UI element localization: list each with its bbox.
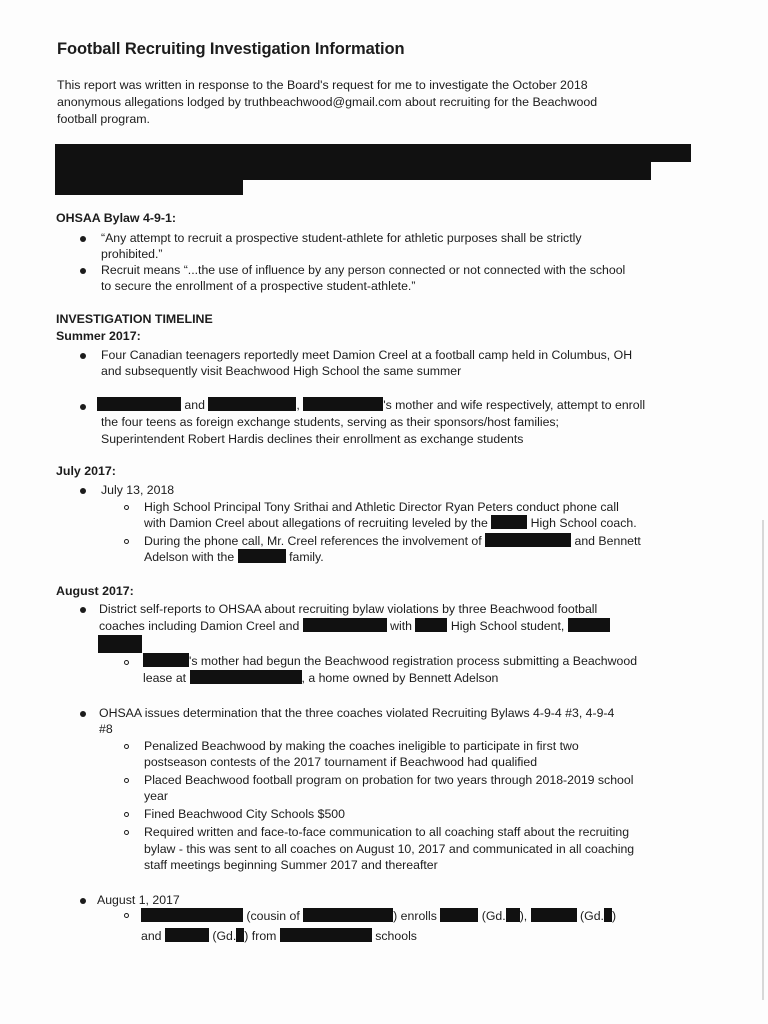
timeline-text: Fined Beachwood City Schools $500 xyxy=(144,807,345,821)
bullet-icon xyxy=(80,607,86,613)
timeline-text: bylaw - this was sent to all coaches on August 10, 2017 and communicated in all coaching xyxy=(144,842,635,856)
text-fragment: and Bennett xyxy=(574,534,641,548)
text-fragment: , a home owned by Bennett Adelson xyxy=(301,671,499,685)
text-fragment: High School student, xyxy=(450,619,565,633)
text-fragment: coaches including Damion Creel and xyxy=(99,619,300,633)
bullet-icon xyxy=(80,404,86,410)
timeline-text: District self-reports to OHSAA about recruiting bylaw violations by three Beachwood football xyxy=(99,602,598,616)
intro-line: This report was written in response to the Board's request for me to investigate the October 2018 xyxy=(57,78,588,92)
redaction-block xyxy=(415,618,447,632)
bylaw-text: “Any attempt to recruit a prospective student-athlete for athletic purposes shall be strictly xyxy=(101,231,582,245)
text-fragment: and xyxy=(141,929,162,943)
redaction-block xyxy=(491,515,527,529)
text-fragment: with xyxy=(390,619,412,633)
timeline-text: Required written and face-to-face communication to all coaching staff about the recruiting xyxy=(144,825,630,839)
redaction-block xyxy=(485,533,571,547)
redaction-block xyxy=(190,670,302,684)
text-fragment: Adelson with the xyxy=(144,550,235,564)
timeline-text-with-redactions xyxy=(141,928,417,944)
timeline-text: postseason contests of the 2017 tournament if Beachwood had qualified xyxy=(144,755,538,769)
timeline-text-with-redactions xyxy=(99,618,610,634)
july-heading: July 2017: xyxy=(56,464,116,478)
text-fragment: with Damion Creel about allegations of recruiting leveled by the xyxy=(144,516,488,530)
august-heading: August 2017: xyxy=(56,584,134,598)
text-fragment: family. xyxy=(289,550,324,564)
intro-paragraph xyxy=(57,77,697,128)
redaction-block xyxy=(55,178,243,195)
timeline-text: OHSAA issues determination that the three coaches violated Recruiting Bylaws 4-9-4 #3, 4-9-4 xyxy=(99,706,615,720)
redaction-block xyxy=(303,908,393,922)
text-fragment: (Gd. xyxy=(481,909,506,923)
redaction-block xyxy=(568,618,610,632)
redaction-block xyxy=(303,397,383,411)
text-fragment: lease at xyxy=(143,671,187,685)
page-title: Football Recruiting Investigation Information xyxy=(57,40,405,58)
sub-bullet-icon xyxy=(124,539,129,544)
timeline-text-with-redactions xyxy=(144,515,637,531)
sub-bullet-icon xyxy=(124,812,129,817)
text-fragment: ) enrolls xyxy=(393,909,437,923)
text-fragment: ) from xyxy=(244,929,277,943)
timeline-text: staff meetings beginning Summer 2017 and thereafter xyxy=(144,858,438,872)
redaction-block xyxy=(97,397,181,411)
redaction-block xyxy=(280,928,372,942)
redaction-block xyxy=(303,618,387,632)
bullet-icon xyxy=(80,353,86,359)
redaction-block xyxy=(604,908,612,922)
page-edge-shadow xyxy=(762,520,764,1000)
text-fragment: 's mother and wife respectively, attempt to enroll xyxy=(383,398,646,412)
redaction-block xyxy=(238,549,286,563)
timeline-text-with-redactions xyxy=(141,908,616,924)
text-fragment: (cousin of xyxy=(246,909,300,923)
bullet-icon xyxy=(80,898,86,904)
text-fragment: ), xyxy=(519,909,528,923)
bylaw-text: prohibited.” xyxy=(101,247,163,261)
sub-bullet-icon xyxy=(124,505,129,510)
bylaw-text: Recruit means “...the use of influence by any person connected or not connected with the school xyxy=(101,263,626,277)
timeline-text: Placed Beachwood football program on probation for two years through 2018-2019 school xyxy=(144,773,634,787)
text-fragment: 's mother had begun the Beachwood registration process submitting a Beachwood xyxy=(189,654,638,668)
timeline-date: July 13, 2018 xyxy=(101,483,175,497)
redaction-block xyxy=(55,160,651,180)
redaction-block xyxy=(440,908,478,922)
redaction-block xyxy=(208,397,296,411)
intro-line: anonymous allegations lodged by truthbeachwood@gmail.com about recruiting for the Beachwood xyxy=(57,95,598,109)
sub-bullet-icon xyxy=(124,913,129,918)
sub-bullet-icon xyxy=(124,660,129,665)
text-fragment: High School coach. xyxy=(530,516,637,530)
sub-bullet-icon xyxy=(124,830,129,835)
bullet-icon xyxy=(80,488,86,494)
summer-heading: Summer 2017: xyxy=(56,329,141,343)
timeline-text-with-redactions xyxy=(143,653,637,669)
timeline-text: High School Principal Tony Srithai and Athletic Director Ryan Peters conduct phone call xyxy=(144,500,619,514)
timeline-text: the four teens as foreign exchange students, serving as their sponsors/host families; xyxy=(101,415,559,429)
sub-bullet-icon xyxy=(124,778,129,783)
bullet-icon xyxy=(80,268,86,274)
bylaw-heading: OHSAA Bylaw 4-9-1: xyxy=(56,211,177,225)
timeline-date: August 1, 2017 xyxy=(97,893,180,907)
redaction-block xyxy=(165,928,209,942)
redaction-block xyxy=(506,908,520,922)
redaction-block xyxy=(98,635,142,653)
timeline-text-with-redactions xyxy=(143,670,498,686)
redaction-block xyxy=(531,908,577,922)
timeline-text-with-redactions xyxy=(97,397,645,413)
timeline-text: Superintendent Robert Hardis declines their enrollment as exchange students xyxy=(101,432,524,446)
timeline-text-with-redactions xyxy=(144,533,641,549)
intro-line: football program. xyxy=(57,112,150,126)
redaction-block xyxy=(141,908,243,922)
bylaw-text: to secure the enrollment of a prospective student-athlete.” xyxy=(101,279,416,293)
timeline-text: year xyxy=(144,789,168,803)
text-fragment: (Gd. xyxy=(212,929,237,943)
sub-bullet-icon xyxy=(124,744,129,749)
text-fragment: ) xyxy=(611,909,617,923)
timeline-heading: INVESTIGATION TIMELINE xyxy=(56,312,213,326)
redaction-block xyxy=(143,653,189,667)
bullet-icon xyxy=(80,711,86,717)
timeline-text: Four Canadian teenagers reportedly meet Damion Creel at a football camp held in Columbus, OH xyxy=(101,348,633,362)
text-fragment: and xyxy=(184,398,205,412)
bullet-icon xyxy=(80,236,86,242)
text-fragment: schools xyxy=(375,929,417,943)
timeline-text: #8 xyxy=(99,722,113,736)
timeline-text: Penalized Beachwood by making the coaches ineligible to participate in first two xyxy=(144,739,579,753)
timeline-text: and subsequently visit Beachwood High School the same summer xyxy=(101,364,462,378)
text-fragment: (Gd. xyxy=(580,909,604,923)
text-fragment: During the phone call, Mr. Creel references the involvement of xyxy=(144,534,482,548)
text-fragment: , xyxy=(296,398,300,412)
timeline-text-with-redactions xyxy=(144,549,324,565)
